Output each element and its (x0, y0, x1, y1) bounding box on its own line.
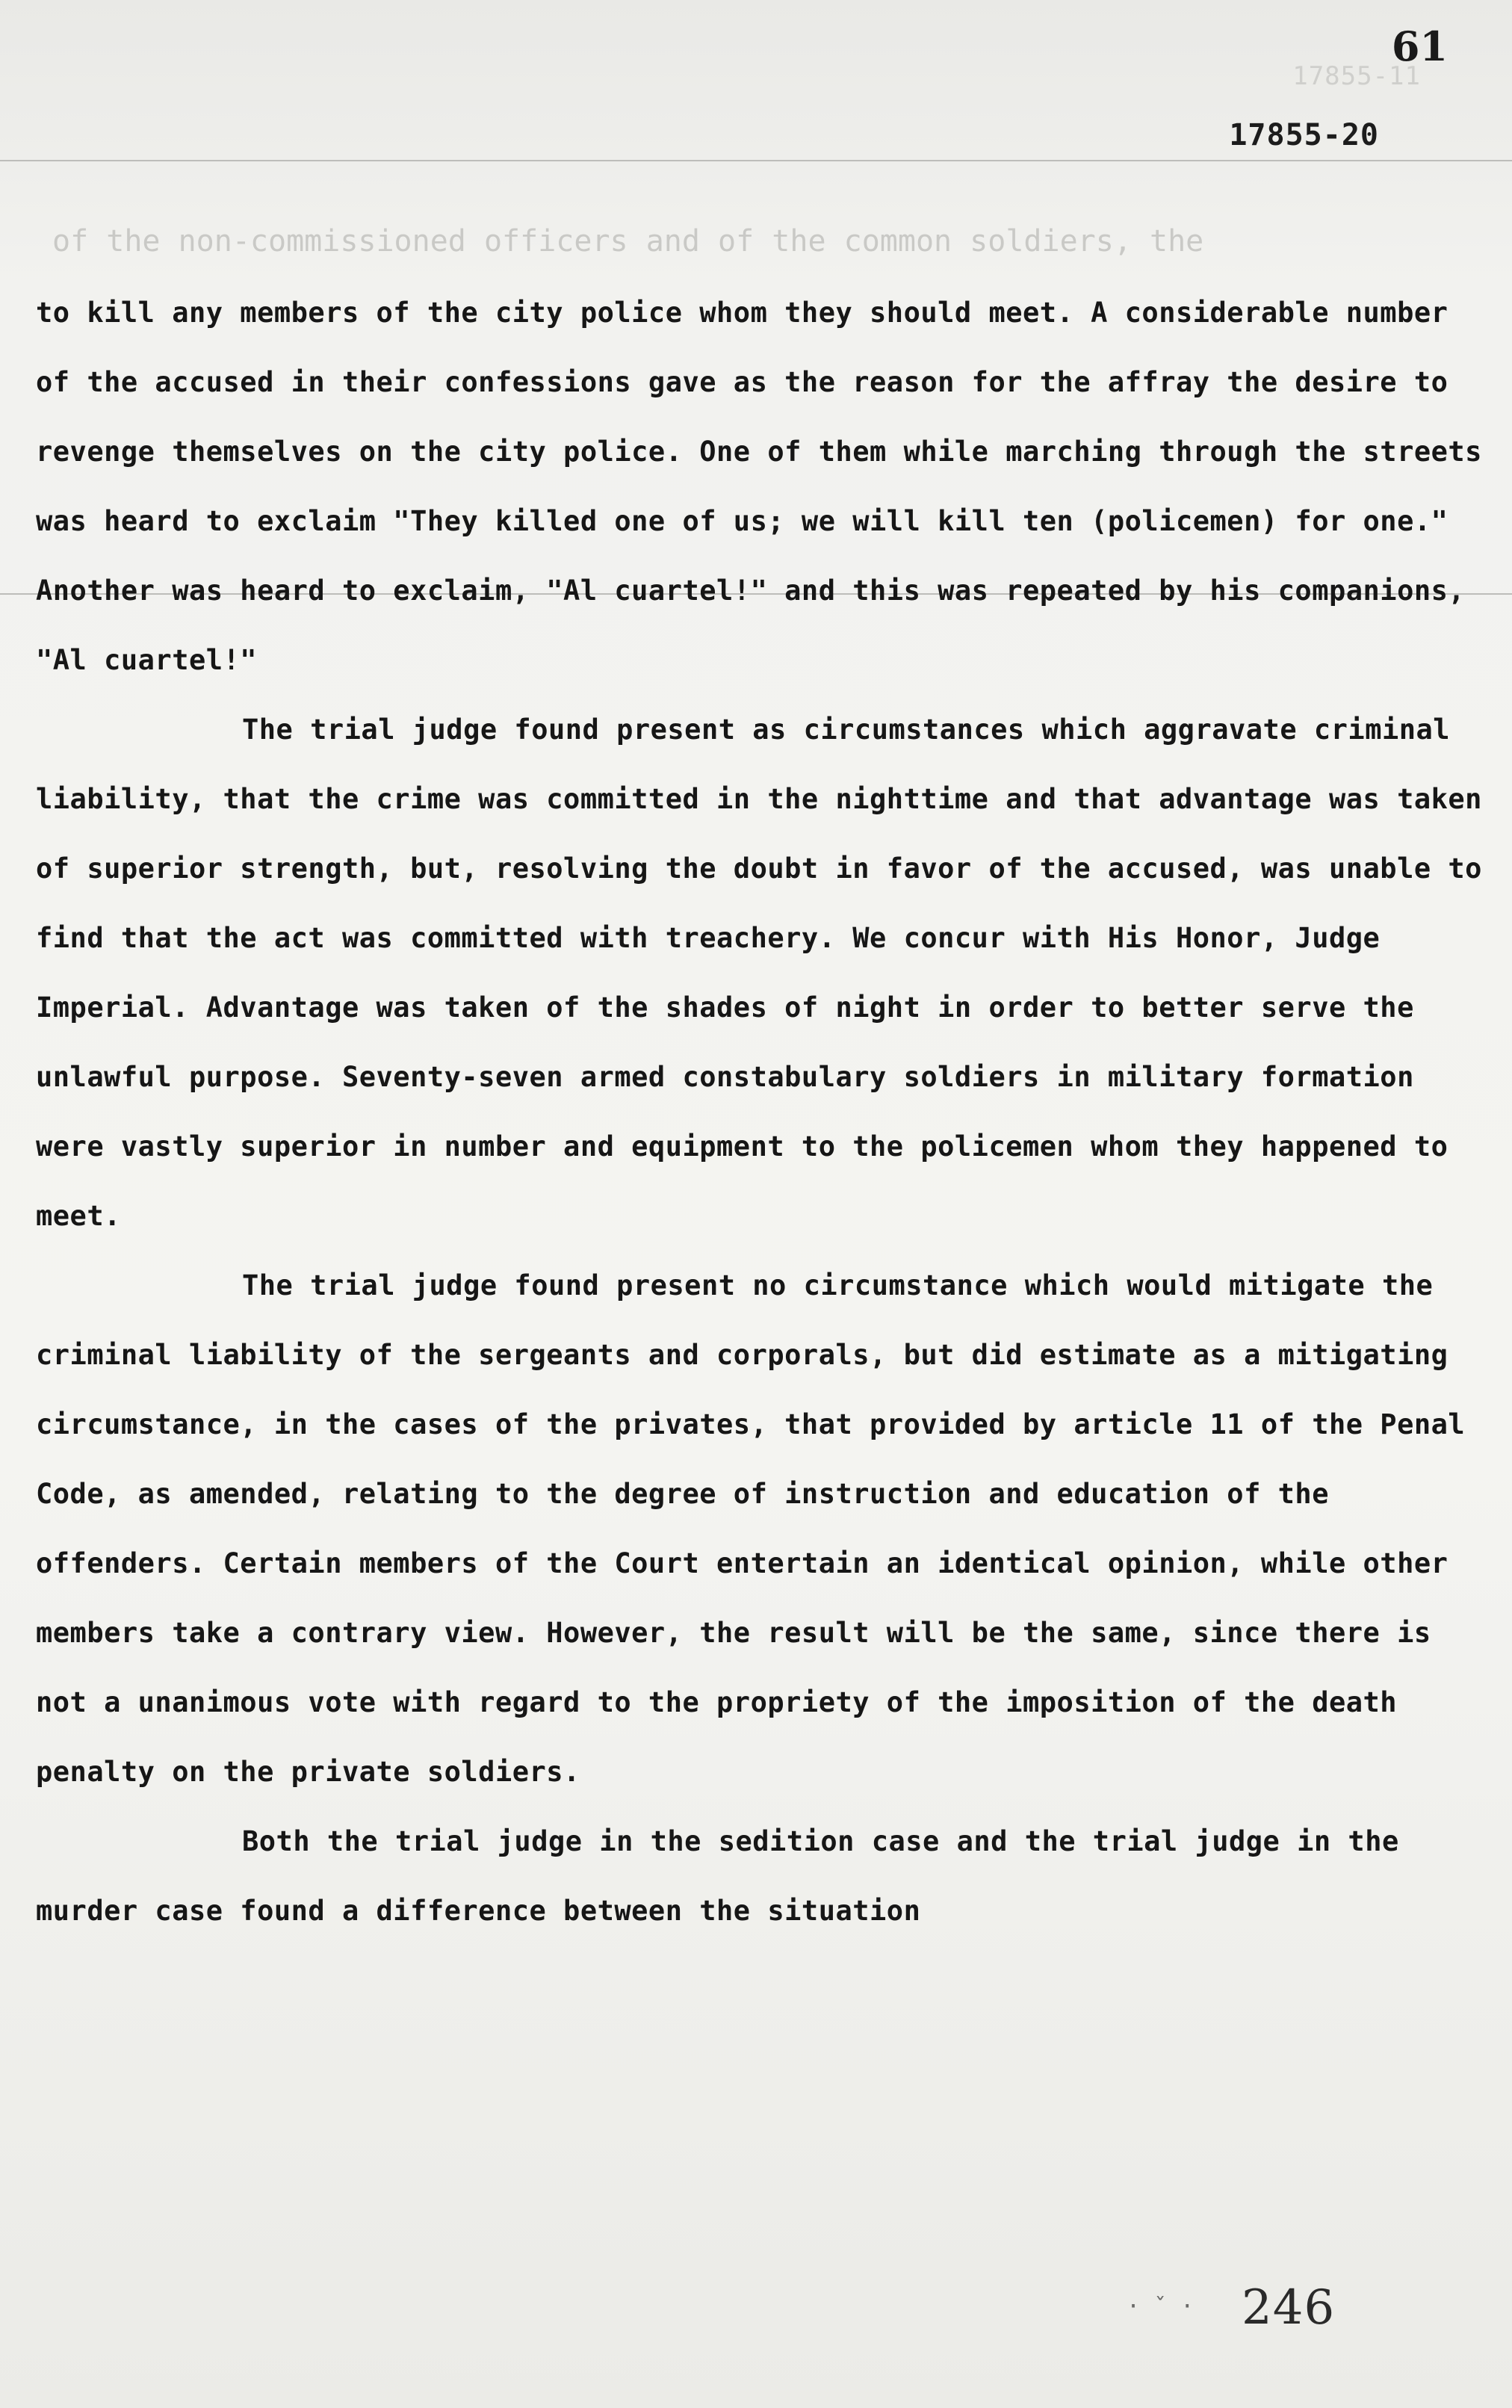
scan-band (0, 160, 1512, 161)
document-reference: 17855-20 (1229, 118, 1379, 152)
paragraph-1: to kill any members of the city police whom they should meet. A considerable number of the accused in their confessions gave as the reason for the affray the desire to revenge themselves on the city police. One of them while marching through the streets was heard to exclaim "They killed one of us; we will kill ten (policemen) for one." Another was heard to exclaim, "Al cuartel!" and this was repeated by his companions, "Al cuartel!" (36, 297, 1482, 676)
paragraph-2: The trial judge found present as circumstances which aggravate criminal liability, that the crime was committed in the nighttime and that advantage was taken of superior strength, but, resolving the doubt in favor of the accused, was unable to find that the act was committed with treachery. We concur with His Honor, Judge Imperial. Advantage was taken of the shades of night in order to better serve the unlawful purpose. Seventy-seven armed constabulary soldiers in military formation were vastly superior in number and equipment to the policemen whom they happened to meet. (36, 714, 1482, 1232)
paragraph-3: The trial judge found present no circumstance which would mitigate the criminal liability of the sergeants and corporals, but did estimate as a mitigating circumstance, in the cases of the privates, that provided by article 11 of the Penal Code, as amended, relating to the degree of instruction and education of the offenders. Certain members of the Court entertain an identical opinion, while other members take a contrary view. However, the result will be the same, since there is not a unanimous vote with regard to the propriety of the imposition of the death penalty on the private soldiers. (36, 1269, 1466, 1788)
stamped-page-number: 246 (1242, 2280, 1336, 2336)
stamp-mark-icon: · ˇ · (1127, 2294, 1195, 2320)
document-body (36, 278, 1485, 1946)
paragraph-4: Both the trial judge in the sedition case and the trial judge in the murder case found a difference between the situation (36, 1825, 1399, 1927)
faded-heading-line: of the non-commissioned officers and of the common soldiers, the (52, 224, 1204, 259)
faded-reference: 17855-11 (1292, 61, 1421, 91)
page-number: 61 (1391, 22, 1448, 70)
